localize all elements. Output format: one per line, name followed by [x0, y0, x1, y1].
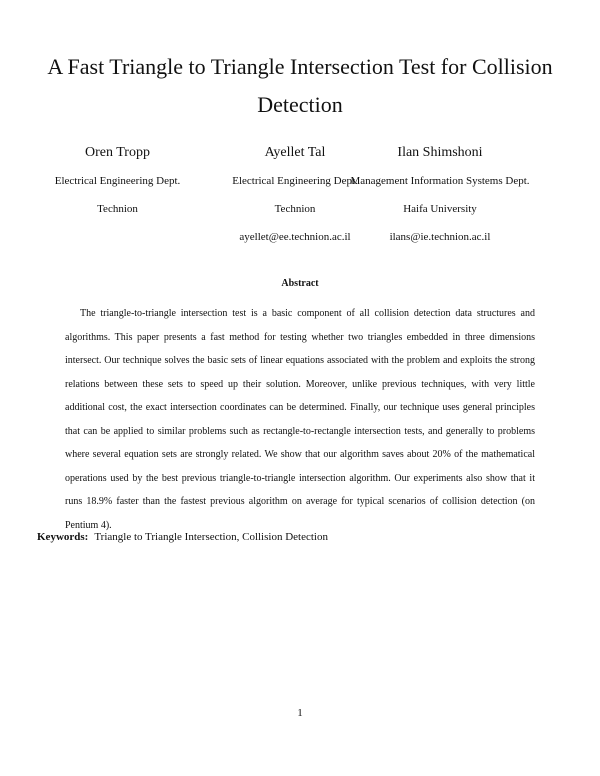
author-institution: Haifa University	[403, 203, 477, 215]
author-block-3	[335, 145, 545, 255]
author-email: ayellet@ee.technion.ac.il	[239, 231, 351, 243]
paper-title-line-1: A Fast Triangle to Triangle Intersection Test for Collision	[47, 54, 553, 79]
author-department: Electrical Engineering Dept.	[54, 175, 181, 187]
author-institution: Technion	[97, 203, 138, 215]
keywords-text: Triangle to Triangle Intersection, Collision Detection	[94, 531, 328, 543]
author-department: Electrical Engineering Dept.	[232, 175, 358, 187]
author-department: Management Information Systems Dept.	[350, 175, 530, 187]
author-name: Ayellet Tal	[264, 145, 326, 160]
keywords-line	[37, 531, 328, 543]
author-institution: Technion	[274, 203, 316, 215]
author-email: ilans@ie.technion.ac.il	[389, 231, 491, 243]
abstract-body	[65, 302, 535, 537]
keywords-label: Keywords:	[37, 531, 89, 543]
abstract-heading: Abstract	[281, 278, 319, 289]
author-name: Oren Tropp	[85, 145, 150, 160]
abstract-paragraph: The triangle-to-triangle intersection test is a basic component of all collision detection data structures and algorithms. This paper presents a fast method for testing whether two triangles embedded in three dimensions intersect. Our technique solves the basic sets of linear equations associated with the problem and exploits the strong relations between these sets to speed up their solution. Moreover, unlike previous techniques, with very little additional cost, the exact intersection coordinates can be determined. Finally, our technique uses general principles that can be applied to similar problems such as rectangle-to-rectangle intersection tests, and generally to problems where several equation sets are strongly related. We show that our algorithm saves about 20% of the mathematical operations used by the best previous triangle-to-triangle intersection algorithm. Our experiments also show that it runs 18.9% faster than the fastest previous algorithm on average for typical scenarios of collision detection (on Pentium 4).	[65, 308, 535, 531]
page-number: 1	[297, 707, 303, 719]
author-block-1	[35, 145, 200, 255]
paper-title-line-2: Detection	[257, 92, 343, 117]
author-name: Ilan Shimshoni	[397, 145, 483, 160]
